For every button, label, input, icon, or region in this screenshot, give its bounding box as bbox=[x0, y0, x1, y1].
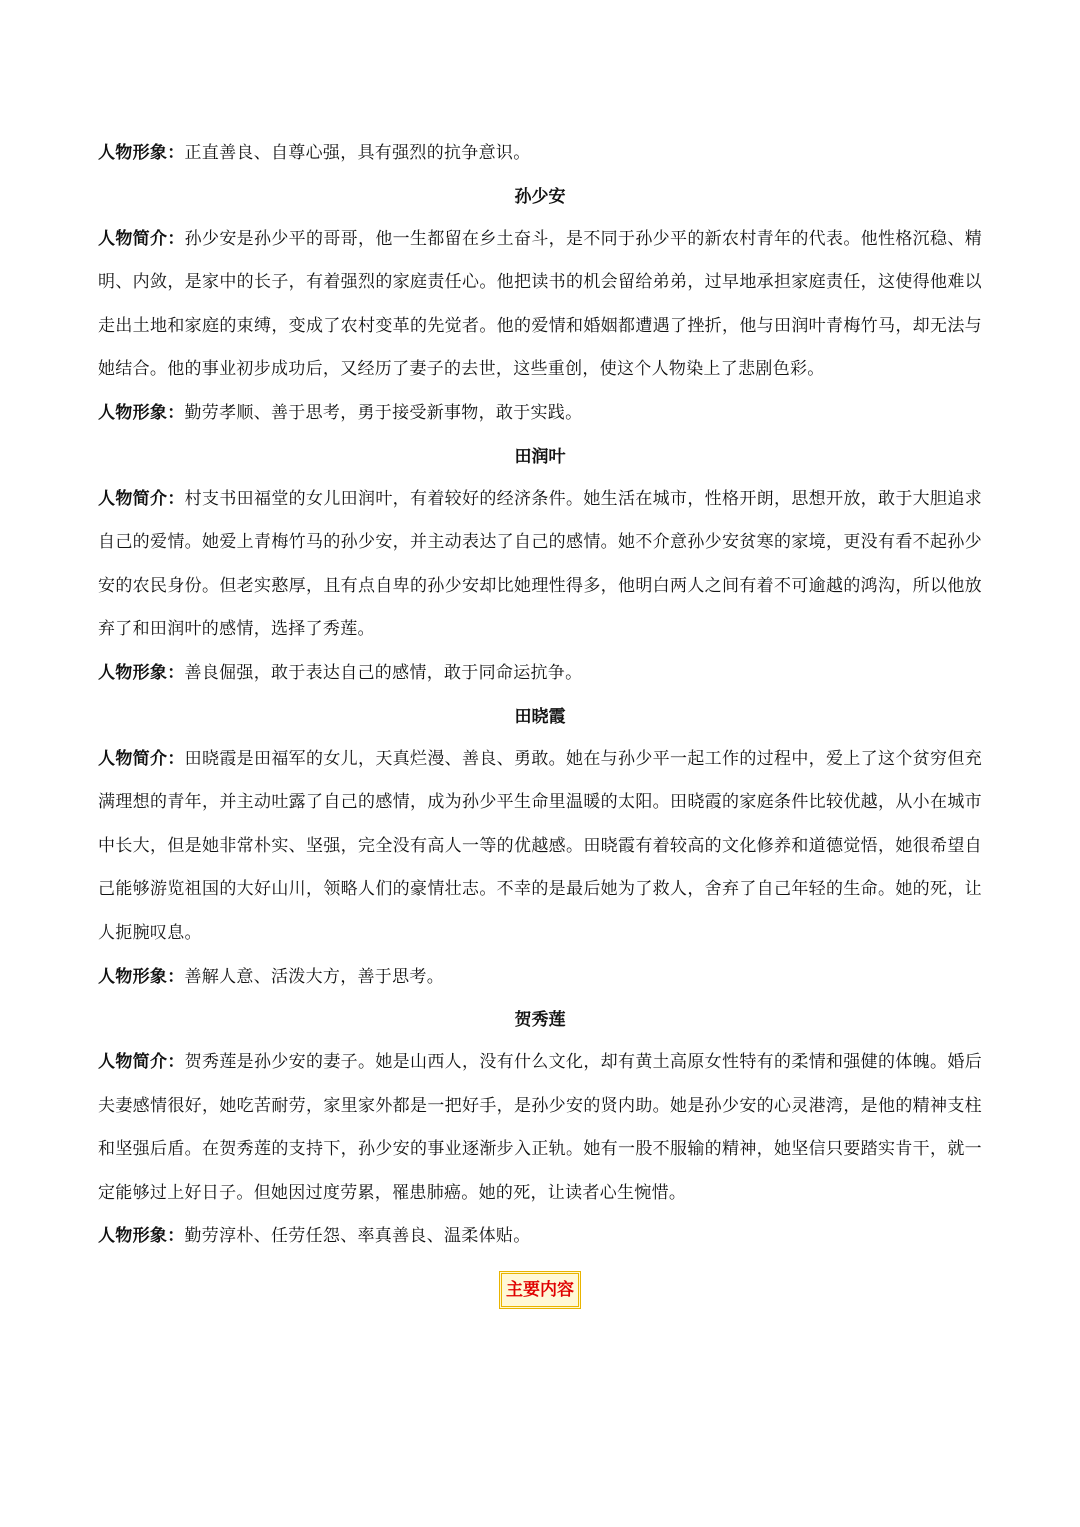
image-text: 勤劳孝顺、善于思考，勇于接受新事物，敢于实践。 bbox=[184, 402, 583, 423]
intro-paragraph bbox=[98, 218, 982, 392]
image-paragraph bbox=[98, 392, 982, 436]
character-section bbox=[98, 176, 982, 436]
image-label: 人物形象： bbox=[98, 966, 185, 987]
character-name: 田润叶 bbox=[514, 446, 566, 467]
image-paragraph bbox=[98, 652, 982, 696]
section-heading-wrap bbox=[98, 1271, 982, 1309]
image-label: 人物形象： bbox=[98, 1226, 185, 1247]
image-label: 人物形象： bbox=[98, 662, 185, 683]
image-text: 善解人意、活泼大方，善于思考。 bbox=[184, 966, 444, 987]
image-label: 人物形象： bbox=[98, 143, 185, 163]
character-section bbox=[98, 696, 982, 1000]
intro-paragraph bbox=[98, 1041, 982, 1215]
character-name: 田晓霞 bbox=[514, 706, 566, 727]
character-name: 孙少安 bbox=[514, 186, 566, 207]
intro-paragraph bbox=[98, 478, 982, 652]
intro-label: 人物简介： bbox=[98, 748, 185, 769]
image-paragraph bbox=[98, 1215, 982, 1259]
image-label: 人物形象： bbox=[98, 402, 185, 423]
document-page bbox=[98, 132, 982, 1309]
intro-label: 人物简介： bbox=[98, 1052, 185, 1073]
character-section bbox=[98, 436, 982, 696]
intro-text: 贺秀莲是孙少安的妻子。她是山西人，没有什么文化，却有黄土高原女性特有的柔情和强健的体魄。婚后夫妻感情很好，她吃苦耐劳，家里家外都是一把好手，是孙少安的贤内助。她是孙少安的心灵港湾，是他的精神支柱和坚强后盾。在贺秀莲的支持下，孙少安的事业逐渐步入正轨。她有一股不服输的精神，她坚信只要踏实肯干，就一定能够过上好日子。但她因过度劳累，罹患肺癌。她的死，让读者心生惋惜。 bbox=[98, 1052, 982, 1203]
image-paragraph bbox=[98, 132, 982, 176]
intro-paragraph bbox=[98, 738, 982, 956]
character-section bbox=[98, 999, 982, 1259]
intro-text: 孙少安是孙少平的哥哥，他一生都留在乡土奋斗，是不同于孙少平的新农村青年的代表。他性格沉稳、精明、内敛，是家中的长子，有着强烈的家庭责任心。他把读书的机会留给弟弟，过早地承担家庭责任，这使得他难以走出土地和家庭的束缚，变成了农村变革的先觉者。他的爱情和婚姻都遭遇了挫折，他与田润叶青梅竹马，却无法与她结合。他的事业初步成功后，又经历了妻子的去世，这些重创，使这个人物染上了悲剧色彩。 bbox=[98, 228, 982, 380]
intro-text: 田晓霞是田福军的女儿，天真烂漫、善良、勇敢。她在与孙少平一起工作的过程中，爱上了这个贫穷但充满理想的青年，并主动吐露了自己的感情，成为孙少平生命里温暖的太阳。田晓霞的家庭条件比较优越，从小在城市中长大，但是她非常朴实、坚强，完全没有高人一等的优越感。田晓霞有着较高的文化修养和道德觉悟，她很希望自己能够游览祖国的大好山川，领略人们的豪情壮志。不幸的是最后她为了救人，舍弃了自己年轻的生命。她的死，让人扼腕叹息。 bbox=[98, 748, 982, 943]
intro-label: 人物简介： bbox=[98, 488, 185, 509]
image-text: 正直善良、自尊心强，具有强烈的抗争意识。 bbox=[184, 143, 531, 163]
section-heading: 主要内容 bbox=[499, 1271, 581, 1309]
intro-text: 村支书田福堂的女儿田润叶，有着较好的经济条件。她生活在城市，性格开朗，思想开放，敢于大胆追求自己的爱情。她爱上青梅竹马的孙少安，并主动表达了自己的感情。她不介意孙少安贫寒的家境，更没有看不起孙少安的农民身份。但老实憨厚，且有点自卑的孙少安却比她理性得多，他明白两人之间有着不可逾越的鸿沟，所以他放弃了和田润叶的感情，选择了秀莲。 bbox=[98, 488, 982, 640]
image-text: 善良倔强，敢于表达自己的感情，敢于同命运抗争。 bbox=[184, 662, 583, 683]
character-name: 贺秀莲 bbox=[514, 1010, 566, 1031]
intro-label: 人物简介： bbox=[98, 228, 185, 249]
image-text: 勤劳淳朴、任劳任怨、率真善良、温柔体贴。 bbox=[184, 1226, 531, 1247]
image-paragraph bbox=[98, 956, 982, 1000]
